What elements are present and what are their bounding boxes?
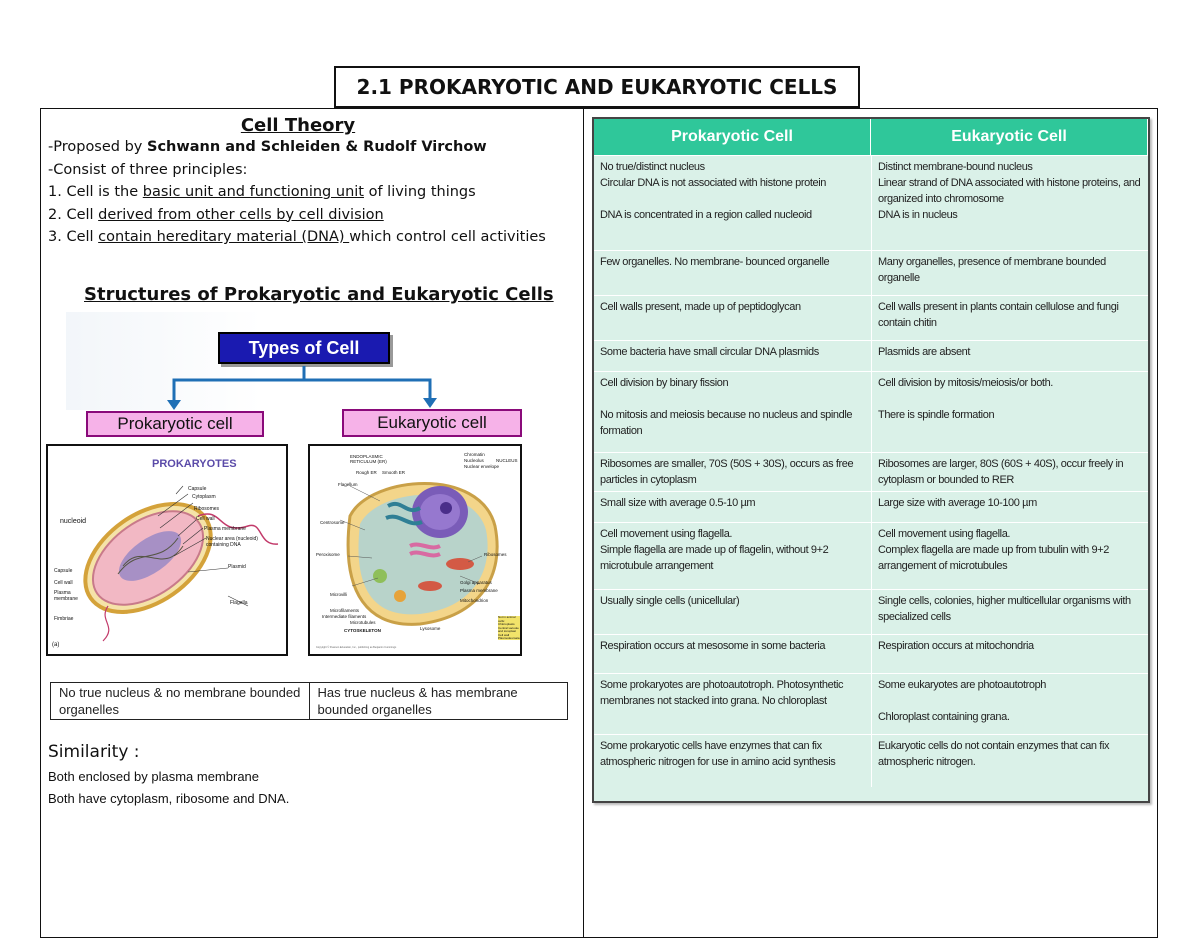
table-row (594, 295, 1148, 340)
prokaryotic-cell: Cell division by binary fission No mitosis and meiosis because no nucleus and spindle formation (600, 377, 853, 437)
label-nucleoid-left: nucleoid (60, 518, 87, 525)
eukaryotic-cell-box: Eukaryotic cell (342, 409, 522, 437)
table-row (594, 522, 1148, 589)
copyright: Copyright © Pearson Education, Inc., publishing as Benjamin Cummings (316, 646, 397, 649)
label-rough-er: Rough ER (356, 470, 377, 475)
prokaryotic-cell: No true/distinct nucleus Circular DNA is not associated with histone protein DNA is concentrated in a region called nucleoid (600, 161, 826, 221)
table-row (594, 250, 1148, 295)
table-row (594, 734, 1148, 787)
prokaryotic-cell: Usually single cells (unicellular) (600, 595, 740, 607)
label-microvilli: Microvilli (330, 592, 348, 597)
cell-theory-consist: -Consist of three principles: (48, 161, 248, 178)
label-intermediate-filaments: Intermediate filaments (322, 614, 367, 619)
label-flagellum: Flagellum (338, 482, 358, 487)
label-plasma-membrane-right: Plasma membrane (460, 588, 498, 593)
table-row (594, 491, 1148, 522)
table-row (594, 155, 1148, 250)
structures-heading: Structures of Prokaryotic and Eukaryotic Cells (84, 284, 554, 305)
prokaryotic-cell: Some bacteria have small circular DNA plasmids (600, 346, 819, 358)
label-ribosomes: Ribosomes (194, 506, 220, 512)
label-cytoplasm: Cytoplasm (192, 494, 216, 500)
plant-note: Not in animal cells: Chloroplasts Central vacuole and tonoplast Cell wall Plasmodesmata (498, 616, 522, 640)
similarity-line-2: Both have cytoplasm, ribosome and DNA. (48, 791, 290, 806)
prokaryotic-summary: No true nucleus & no membrane bounded organelles (51, 683, 310, 720)
header-prokaryotic: Prokaryotic Cell (594, 119, 871, 155)
principle-2-text: 2. Cell (48, 206, 99, 223)
label-er: ENDOPLASMIC RETICULUM (ER) (350, 454, 387, 464)
similarity-line-1: Both enclosed by plasma membrane (48, 769, 260, 784)
column-divider (583, 108, 584, 938)
table-row (594, 589, 1148, 634)
principle-1 (48, 181, 578, 204)
label-lysosome: Lysosome (420, 626, 441, 631)
prokaryotic-cell: Some prokaryotic cells have enzymes that can fix atmospheric nitrogen for use in amino acid synthesis (600, 740, 836, 768)
principle-3-underlined: contain hereditary material (DNA) (98, 229, 350, 245)
eukaryotic-summary: Has true nucleus & has membrane bounded organelles (309, 683, 568, 720)
page-title: 2.1 PROKARYOTIC AND EUKARYOTIC CELLS (334, 66, 860, 108)
comparison-detail-table (592, 117, 1150, 803)
eukaryote-diagram (308, 444, 522, 656)
principle-3 (48, 226, 578, 249)
prokaryote-diagram (46, 444, 288, 656)
eukaryotic-cell: Ribosomes are larger, 80S (60S + 40S), occur freely in cytoplasm or bounded to RER (871, 453, 1148, 491)
eukaryotic-cell: Cell movement using flagella. Complex flagella are made up from tubulin with 9+2 arrangement of microtubules (871, 523, 1148, 589)
eukaryotic-cell: Respiration occurs at mitochondria (871, 635, 1148, 673)
table-row (594, 634, 1148, 673)
label-microtubules: Microtubules (350, 620, 376, 625)
comparison-row (51, 683, 568, 720)
eukaryotic-cell: Plasmids are absent (871, 341, 1148, 371)
prokaryote-illustration (48, 446, 286, 654)
label-golgi: Golgi apparatus (460, 580, 492, 585)
label-cell-wall: Cell wall (196, 516, 215, 522)
principle-1-text: 1. Cell is the (48, 184, 143, 200)
label-nucleolus: Nucleolus (464, 458, 484, 463)
eukaryotic-cell: Many organelles, presence of membrane bounded organelle (871, 251, 1148, 295)
eukaryotic-cell: Large size with average 10-100 µm (871, 492, 1148, 522)
eukaryote-illustration (310, 446, 520, 654)
label-nucleus: NUCLEUS (496, 458, 518, 463)
label-plasma-membrane: Plasma membrane (204, 526, 246, 532)
label-smooth-er: Smooth ER (382, 470, 406, 475)
label-capsule: Capsule (188, 486, 207, 492)
table-row (594, 371, 1148, 452)
left-column (48, 112, 578, 249)
label-peroxisome: Peroxisome (316, 552, 340, 557)
prokaryotic-cell: Cell walls present, made up of peptidoglycan (600, 301, 801, 313)
label-mitochondrion: Mitochondrion (460, 598, 489, 603)
label-cytoskeleton: CYTOSKELETON (344, 628, 381, 633)
eukaryotic-cell: Cell walls present in plants contain cellulose and fungi contain chitin (871, 296, 1148, 340)
panel-label: (a) (52, 642, 60, 648)
label-centrosome: Centrosome (320, 520, 345, 525)
prokaryotic-cell: Small size with average 0.5-10 µm (600, 497, 756, 509)
eukaryotic-cell: Distinct membrane-bound nucleus Linear strand of DNA associated with histone proteins, and organized into chromosome DNA is in nucleus (871, 156, 1148, 250)
prokaryotic-cell: Ribosomes are smaller, 70S (50S + 30S), occurs as free particles in cytoplasm (600, 458, 854, 486)
principle-2-underlined: derived from other cells by cell division (98, 206, 384, 223)
prokaryotic-cell: Cell movement using flagella. Simple flagella are made up of flagelin, without 9+2 microtubule arrangement (600, 528, 829, 572)
prokaryotic-cell-box: Prokaryotic cell (86, 411, 264, 437)
proposed-names: Schwann and Schleiden & Rudolf Virchow (147, 139, 487, 155)
prokaryotic-cell: Few organelles. No membrane- bounced organelle (600, 256, 830, 268)
cell-theory-heading: Cell Theory (240, 115, 356, 136)
branch-arrows (150, 364, 450, 412)
eukaryotic-cell: Cell division by mitosis/meiosis/or both. There is spindle formation (871, 372, 1148, 452)
label-chromatin: Chromatin (464, 452, 485, 457)
cell-theory-proposed (48, 136, 578, 159)
types-of-cell-box: Types of Cell (218, 332, 390, 364)
label-nucleoid-dna: Nuclear area (nucleoid) containing DNA (206, 536, 258, 548)
label-microfilaments: Microfilaments (330, 608, 360, 613)
table-header (594, 119, 1148, 155)
table-body (594, 155, 1148, 787)
prokaryotic-cell: Some prokaryotes are photoautotroph. Photosynthetic membranes not stacked into grana. No chloroplast (600, 679, 844, 707)
label-nuclear-envelope: Nuclear envelope (464, 464, 500, 469)
label-flagella: Flagella (230, 600, 248, 606)
table-row (594, 452, 1148, 491)
eukaryotic-cell: Single cells, colonies, higher multicellular organisms with specialized cells (871, 590, 1148, 634)
prokaryotic-cell: Respiration occurs at mesosome in some bacteria (600, 640, 826, 652)
principle-3-text: 3. Cell (48, 229, 99, 245)
comparison-table (50, 682, 568, 720)
label-cell-wall-left: Cell wall (54, 580, 73, 586)
label-ribosomes-right: Ribosomes (484, 552, 507, 557)
label-plasmid: Plasmid (228, 564, 246, 570)
eukaryotic-cell: Some eukaryotes are photoautotroph Chloroplast containing grana. (871, 674, 1148, 734)
label-capsule-left: Capsule (54, 568, 73, 574)
table-row (594, 340, 1148, 371)
eukaryotic-cell: Eukaryotic cells do not contain enzymes that can fix atmospheric nitrogen. (871, 735, 1148, 787)
principle-1-underlined: basic unit and functioning unit (142, 184, 364, 200)
header-eukaryotic: Eukaryotic Cell (871, 119, 1148, 155)
principle-3-end: which control cell activities (349, 229, 546, 245)
principle-2 (48, 204, 578, 227)
table-row (594, 673, 1148, 734)
principle-1-end: of living things (363, 184, 476, 200)
prokaryotes-title: PROKARYOTES (152, 458, 237, 470)
label-fimbriae-left: Fimbriae (54, 616, 74, 622)
proposed-prefix: -Proposed by (48, 139, 147, 155)
label-plasma-membrane-left: Plasma membrane (54, 590, 78, 602)
similarity-heading: Similarity : (48, 742, 140, 762)
